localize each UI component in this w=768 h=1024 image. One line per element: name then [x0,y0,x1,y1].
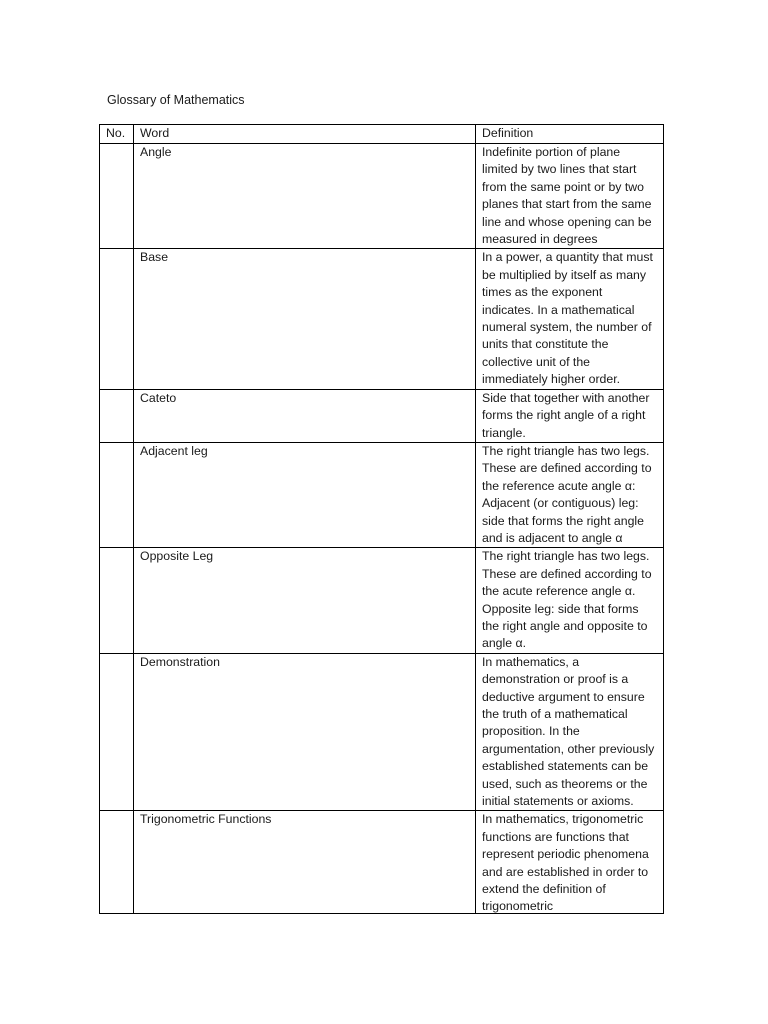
row-number [100,653,134,811]
row-number [100,249,134,389]
row-word: Base [134,249,476,389]
table-row-adjacent-leg [100,442,664,547]
header-word: Word [134,125,476,144]
row-word: Cateto [134,389,476,442]
row-definition: In a power, a quantity that must be multiplied by itself as many times as the exponent indicates. In a mathematical numeral system, the number of units that constitute the collective unit of the immediately higher order. [476,249,664,389]
table-row-trigonometric-functions [100,811,664,914]
row-word: Trigonometric Functions [134,811,476,914]
row-word: Adjacent leg [134,442,476,547]
row-word: Opposite Leg [134,548,476,653]
row-definition: The right triangle has two legs. These are defined according to the reference acute angle α: Adjacent (or contiguous) leg: side that forms the right angle and is adjacent to angle α [476,442,664,547]
document-title: Glossary of Mathematics [107,93,245,107]
table-row-angle [100,144,664,249]
row-definition: In mathematics, trigonometric functions are functions that represent periodic phenomena and are established in order to extend the definition of trigonometric [482,812,649,914]
row-number [100,389,134,442]
table-row-cateto [100,389,664,442]
row-definition: The right triangle has two legs. These are defined according to the acute reference angle α. Opposite leg: side that forms the right angle and opposite to angle α. [476,548,664,653]
row-definition: In mathematics, a demonstration or proof is a deductive argument to ensure the truth of a mathematical proposition. In the argumentation, other previously established statements can be used, such as theorems or the initial statements or axioms. [476,653,664,811]
table-header-row [100,125,664,144]
row-word: Angle [134,144,476,249]
glossary-table [99,124,664,914]
row-number [100,811,134,914]
row-word: Demonstration [134,653,476,811]
row-definition: Side that together with another forms the right angle of a right triangle. [476,389,664,442]
row-number [100,548,134,653]
table-row-opposite-leg [100,548,664,653]
row-number [100,442,134,547]
header-definition: Definition [476,125,664,144]
table-row-base [100,249,664,389]
header-no: No. [100,125,134,144]
row-definition-cell [476,811,664,914]
row-definition: Indefinite portion of plane limited by two lines that start from the same point or by two planes that start from the same line and whose opening can be measured in degrees [476,144,664,249]
row-number [100,144,134,249]
table-row-demonstration [100,653,664,811]
